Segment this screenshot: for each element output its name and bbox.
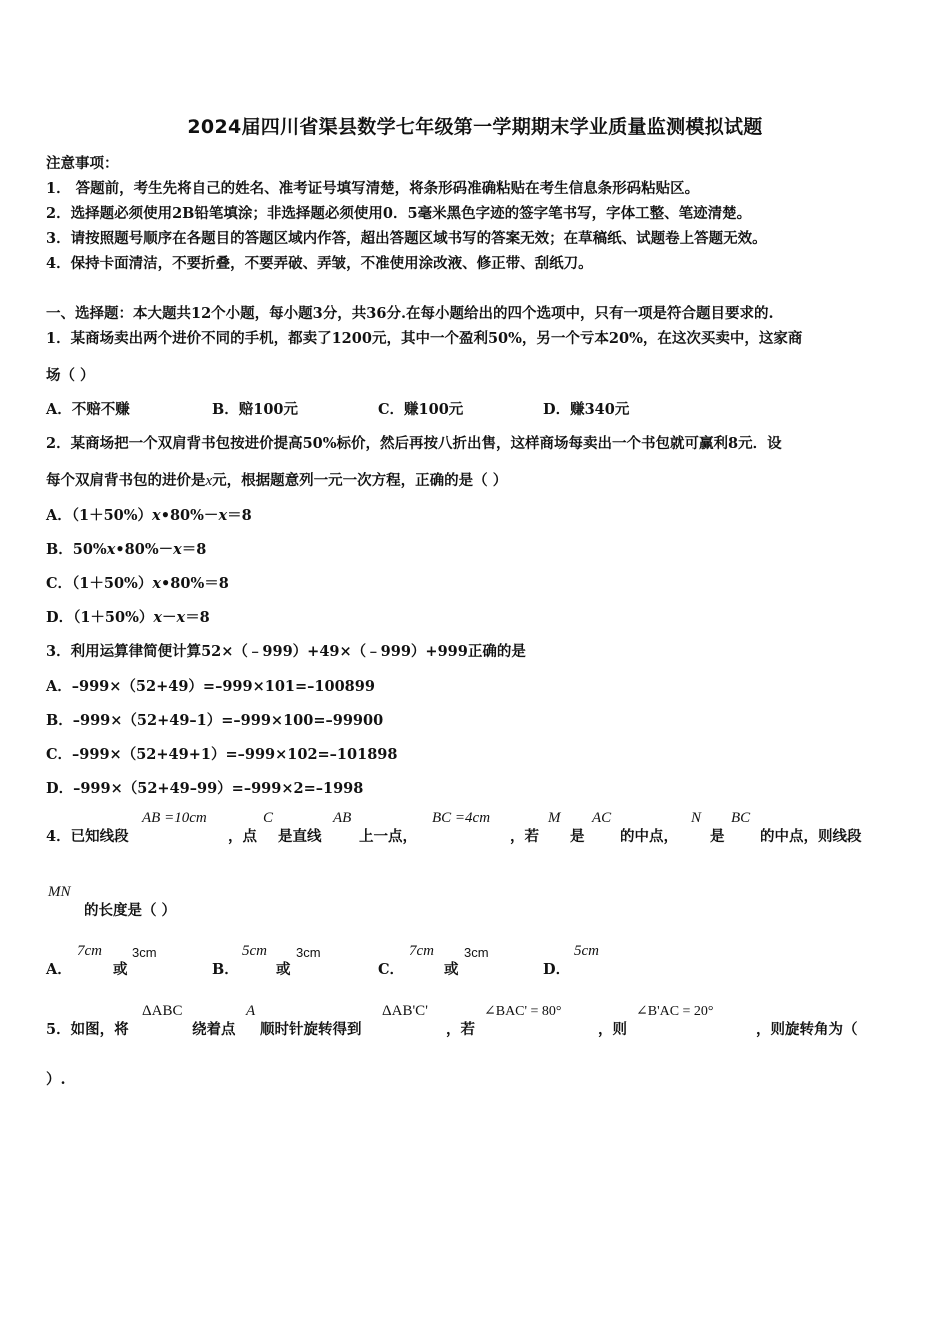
q4-text-8: 的中点，则线段 [760,828,862,845]
q4-option-b-or: 或 [276,961,291,978]
q5-text-1: 绕着点 [192,1021,236,1038]
q4-option-a-label: A． [46,961,72,978]
q4-text-9: 的长度是（ ） [84,902,177,919]
q4-math-m: M [548,810,561,826]
notice-item-1: 1． 答题前，考生先将自己的姓名、准考证号填写清楚，将条形码准确粘贴在考生信息条形码粘贴区。 [46,180,700,197]
q4-option-c-m1: 7cm [409,943,434,959]
q4-text-2: 是直线 [278,828,322,845]
q4-math-ac: AC [592,810,612,826]
q4-math-ab: AB =10cm [142,810,207,826]
q4-text-3: 上一点， [359,828,417,845]
q2-stem-text-b: 元，根据题意列一元一次方程，正确的是（ ） [212,472,508,489]
q4-text-1: ，点 [228,828,257,845]
q4-math-bc: BC =4cm [432,810,491,826]
q4-prefix: 4．已知线段 [46,828,129,845]
q4-math-c: C [263,810,274,826]
q3-stem: 3．利用运算律简便计算52×（﹣999）+49×（﹣999）+999正确的是 [46,643,526,660]
q4-math-bc2: BC [731,810,751,826]
notice-item-2: 2．选择题必须使用2B铅笔填涂；非选择题必须使用0．5毫米黑色字迹的签字笔书写，字体工整、笔迹清楚。 [46,205,752,222]
q1-option-a: A．不赔不赚 [46,401,130,418]
q4-text-7: 是 [710,828,725,845]
q1-option-c: C．赚100元 [378,401,464,418]
q5-text-4: ，则 [598,1021,627,1038]
page-title: 2024届四川省渠县数学七年级第一学期期末学业质量监测模拟试题 [187,116,763,138]
q2-var-x: x [205,473,213,489]
q2-stem-line2 [46,469,507,490]
q5-math-abc2: ΔAB'C' [382,1003,428,1019]
section-heading: 一、选择题：本大题共12个小题，每小题3分，共36分.在每小题给出的四个选项中，只有一项是符合题目要求的. [46,305,774,322]
q3-option-a: A．–999×（52+49）=–999×101=–100899 [46,678,375,695]
q4-option-d-m1: 5cm [574,943,599,959]
q4-text-4: ，若 [510,828,539,845]
q4-option-a-m1: 7cm [77,943,102,959]
q2-option-b: B．50%x•80%－x＝8 [46,541,207,558]
q4-text-5: 是 [570,828,585,845]
q4-option-c-or: 或 [444,961,459,978]
q4-option-b-m2: 3cm [296,945,321,960]
q4-text-6: 的中点， [620,828,678,845]
q2-option-d: D．（1＋50%）x－x＝8 [46,609,210,626]
q4-option-c-m2: 3cm [464,945,489,960]
q4-option-a-m2: 3cm [132,945,157,960]
q1-option-d: D．赚340元 [543,401,630,418]
q5-text-2: 顺时针旋转得到 [260,1021,362,1038]
q4-option-d-label: D． [543,961,571,978]
notice-item-4: 4．保持卡面清洁，不要折叠，不要弄破、弄皱，不准使用涂改液、修正带、刮纸刀。 [46,255,593,272]
q5-prefix: 5．如图，将 [46,1021,129,1038]
q3-option-c: C．–999×（52+49+1）=–999×102=–101898 [46,746,398,763]
notice-item-3: 3．请按照题号顺序在各题目的答题区域内作答，超出答题区域书写的答案无效；在草稿纸、试题卷上答题无效。 [46,230,767,247]
q2-stem-line1: 2．某商场把一个双肩背书包按进价提高50%标价，然后再按八折出售，这样商场每卖出一个书包就可赢利8元．设 [46,435,782,452]
q1-option-b: B．赔100元 [212,401,299,418]
q5-math-abc: ΔABC [142,1003,183,1019]
q3-option-b: B．–999×（52+49–1）=–999×100=–99900 [46,712,384,729]
q4-option-c-label: C． [378,961,405,978]
q2-option-a: A．（1＋50%）x•80%－x＝8 [46,507,252,524]
q4-math-ab2: AB [333,810,352,826]
q5-math-a: A [246,1003,256,1019]
q4-math-n: N [691,810,702,826]
q2-stem-text-a: 每个双肩背书包的进价是 [46,472,206,489]
q5-math-angle2: ∠B'AC = 20° [636,1004,714,1019]
q1-stem-line1: 1．某商场卖出两个进价不同的手机，都卖了1200元，其中一个盈利50%，另一个亏本20%，在这次买卖中，这家商 [46,330,803,347]
q3-option-d: D．–999×（52+49–99）=–999×2=–1998 [46,780,364,797]
q5-line2: ）. [46,1071,66,1088]
q5-math-angle1: ∠BAC' = 80° [484,1004,562,1019]
q5-text-3: ，若 [446,1021,475,1038]
q1-stem-line2: 场（ ） [46,367,95,384]
notice-heading: 注意事项： [46,155,119,172]
q2-option-c: C．（1＋50%）x•80%＝8 [46,575,229,592]
q4-option-b-label: B． [212,961,239,978]
q4-option-a-or: 或 [113,961,128,978]
q4-option-b-m1: 5cm [242,943,267,959]
q5-text-5: ，则旋转角为（ [756,1021,858,1038]
q4-math-mn: MN [48,884,71,900]
